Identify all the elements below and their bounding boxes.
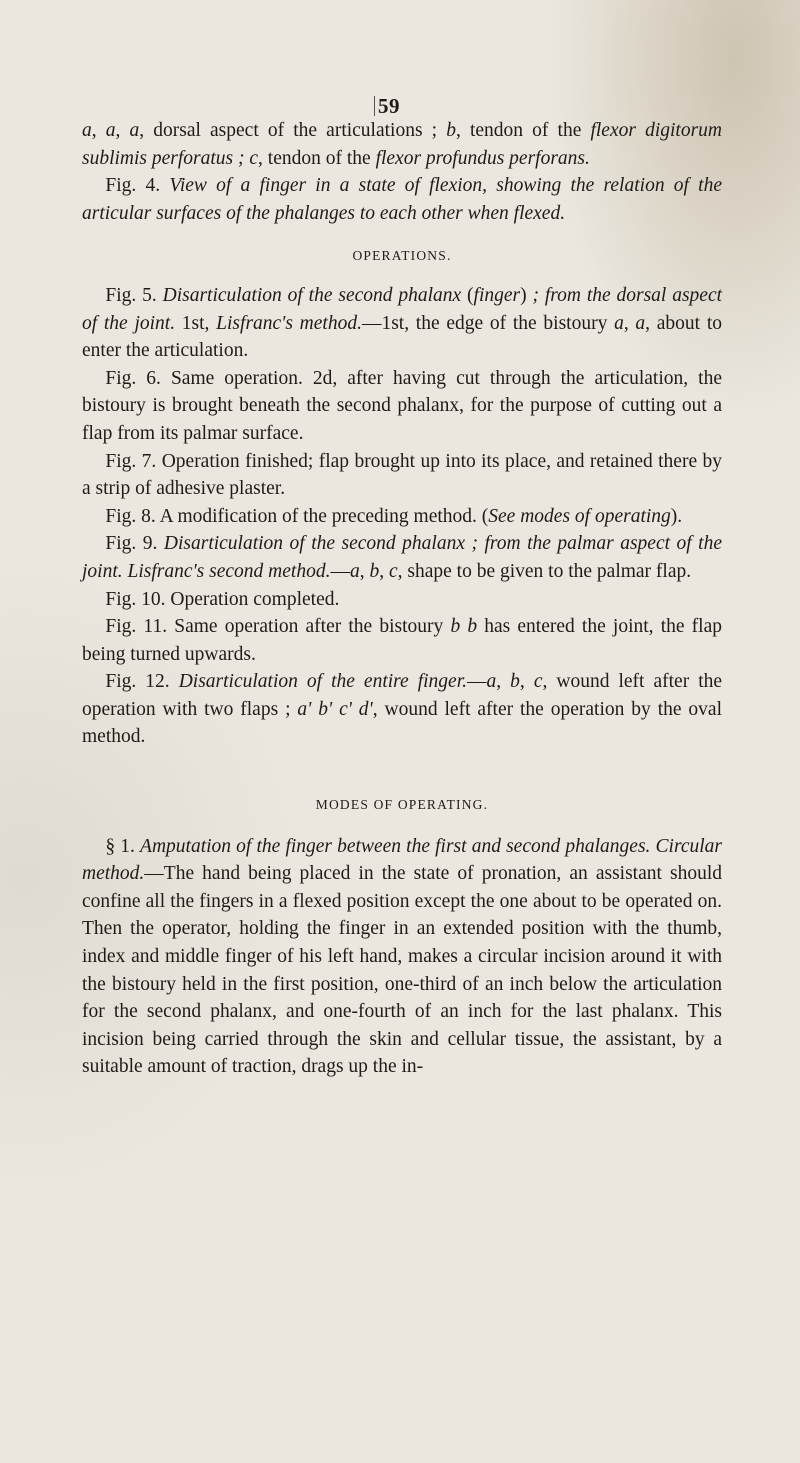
p-fig-9 <box>82 530 722 585</box>
text-run: Fig. 4. <box>105 175 170 197</box>
text-run: — <box>467 671 487 693</box>
italic-run: a <box>349 560 360 582</box>
p-fig-11 <box>82 613 722 668</box>
text-run: , <box>359 560 370 582</box>
italic-run: Amputation of the finger between the first and second phalanges. Circular method. <box>82 835 722 885</box>
italic-run: a <box>614 312 624 334</box>
italic-run: a' b' c' d' <box>297 698 373 720</box>
italic-run: View of a finger in a state of flexion, showing the relation of the articular surfaces of the phalanges to each other when flexed. <box>82 175 722 224</box>
text-run: ( <box>461 284 474 306</box>
italic-run: Disarticulation of the second phalanx ; from the palmar aspect of the joint. Lisfranc's second method. <box>82 533 722 582</box>
italic-run: b <box>369 560 380 582</box>
italic-run: Lisfranc's method. <box>216 312 362 334</box>
p-fig-4 <box>82 172 722 227</box>
italic-run: a <box>105 120 116 141</box>
text-run: , <box>115 120 130 141</box>
italic-run: a <box>82 120 92 141</box>
p-fig-8 <box>82 503 722 531</box>
text-run: , dorsal aspect of the articulations ; <box>139 120 447 141</box>
heading-operations: OPERATIONS. <box>352 248 452 264</box>
text-run: , wound left after the operation with two flaps ; <box>82 671 723 720</box>
italic-run: b <box>510 671 520 693</box>
text-run: , about to enter the articulation. <box>82 312 722 362</box>
italic-run: a <box>486 671 497 693</box>
italic-run: ; from the dorsal aspect of the joint. <box>82 284 723 334</box>
text-run: , <box>519 671 534 693</box>
p-fig-10 <box>82 586 722 614</box>
text-run: Fig. 11. Same operation after the bistoury <box>105 616 451 638</box>
p-fig-7 <box>82 448 722 503</box>
italic-run: b b <box>450 616 478 638</box>
text-run: § 1. <box>105 835 141 857</box>
text-run: , <box>496 671 511 693</box>
italic-run: Disarticulation of the second phalanx <box>162 284 462 306</box>
italic-run: flexor profundus perforans. <box>375 147 590 169</box>
italic-run: Disarticulation of the entire finger. <box>178 671 467 693</box>
text-run: Fig. 8. A modification of the preceding method. ( <box>105 505 489 527</box>
text-run: Fig. 6. Same operation. 2d, after having cut through the articulation, the bistoury is brought beneath the second phalanx, for the purpose of cutting out a flap from its palmar surface. <box>82 367 722 444</box>
text-run: , shape to be given to the palmar flap. <box>397 560 692 582</box>
text-run: , <box>91 120 106 141</box>
operations-section <box>82 282 722 751</box>
page-text <box>82 117 722 1081</box>
text-run: — <box>330 560 350 582</box>
text-run: Fig. 5. <box>105 284 163 306</box>
italic-run: c <box>388 560 398 582</box>
italic-run: b <box>446 120 456 141</box>
text-run: ). <box>670 505 683 527</box>
p-legend-continued <box>82 117 722 172</box>
page-number: 59 <box>374 96 400 116</box>
text-run: 1st, <box>175 312 217 334</box>
italic-run: a <box>129 120 140 141</box>
modes-of-operating-section <box>82 833 722 1081</box>
italic-run: c <box>533 671 543 693</box>
p-section-1 <box>82 833 722 1081</box>
text-run: ) <box>520 284 533 306</box>
text-run: , <box>623 312 636 334</box>
p-fig-5 <box>82 282 722 365</box>
text-run: Fig. 9. <box>105 533 164 555</box>
text-run: —The hand being placed in the state of pronation, an assistant should confine all the fingers in a flexed position except the one about to be operated on. Then the operator, holding the finger in an extended position with the thumb, index and middle finger of his left hand, makes a circular incision around it with the bistoury held in the first position, one-third of an inch below the articulation for the second phalanx, and one-fourth of an inch for the last phalanx. This incision being carried through the skin and cellular tissue, the assistant, by a suitable amount of traction, drags up the in- <box>82 863 722 1078</box>
text-run: Fig. 12. <box>105 671 179 693</box>
italic-run: flexor digitorum sublimis perforatus ; <box>82 120 722 169</box>
text-run: Fig. 10. Operation completed. <box>105 588 340 610</box>
heading-modes-of-operating: MODES OF OPERATING. <box>315 797 489 813</box>
italic-run: a <box>635 312 646 334</box>
italic-run: See modes of operating <box>488 505 671 527</box>
text-run: , tendon of the <box>455 120 591 141</box>
text-run: Fig. 7. Operation finished; flap brought up into its place, and retained there by a strip of adhesive plaster. <box>82 450 722 500</box>
italic-run: c <box>249 147 259 169</box>
text-run: , wound left after the operation by the oval method. <box>82 698 722 748</box>
p-fig-6 <box>82 365 722 448</box>
text-run: , tendon of the <box>258 147 376 169</box>
p-fig-12 <box>82 668 722 751</box>
text-run: , <box>379 560 389 582</box>
text-run: —1st, the edge of the bistoury <box>361 312 615 334</box>
text-run: has entered the joint, the flap being turned upwards. <box>82 616 722 665</box>
figure-legend-intro <box>82 117 722 227</box>
italic-run: finger <box>473 284 521 306</box>
